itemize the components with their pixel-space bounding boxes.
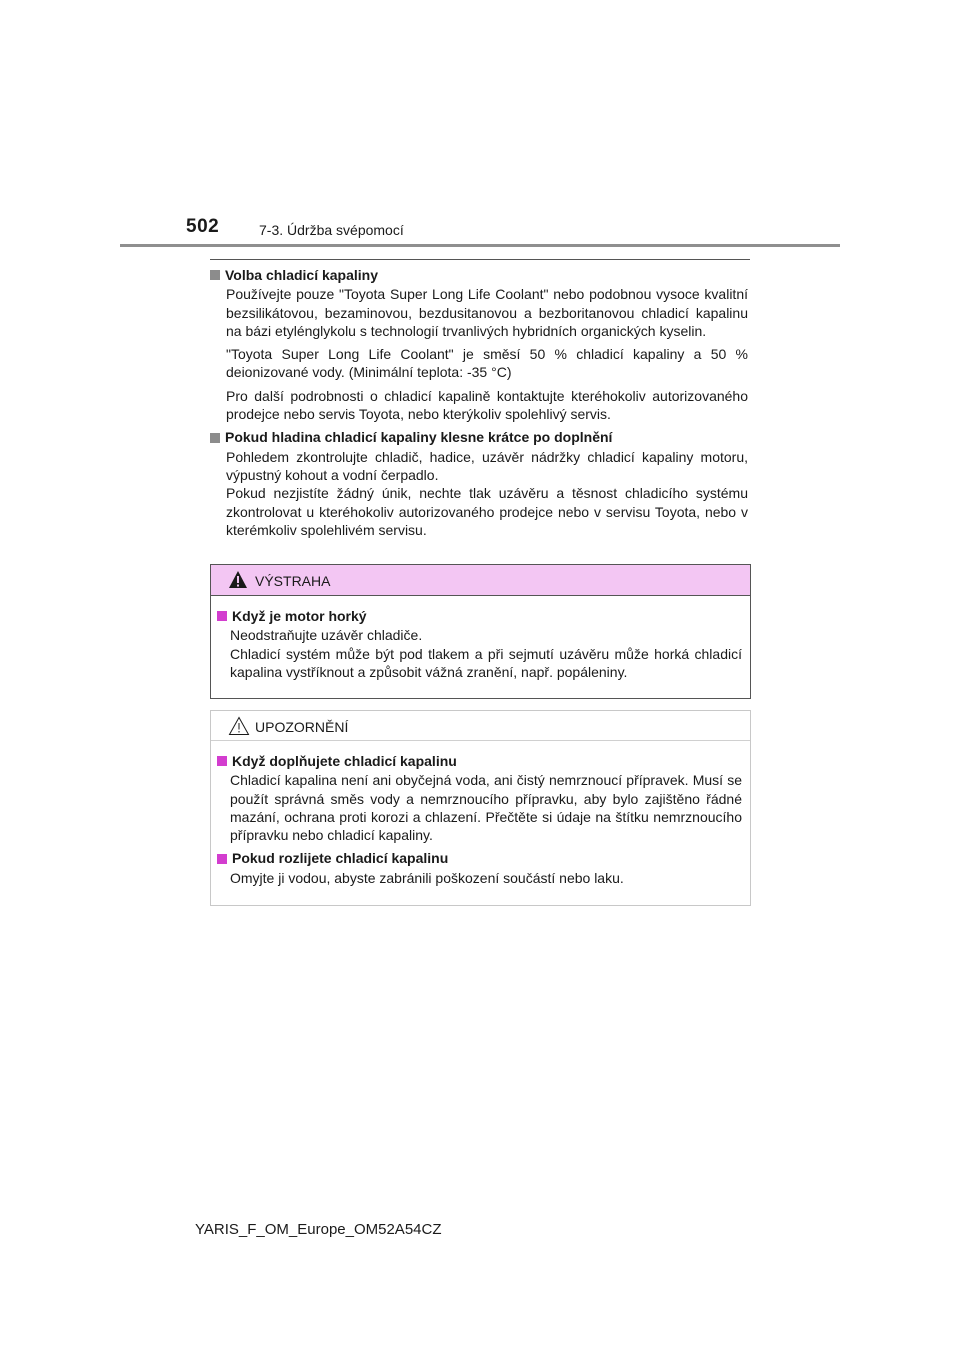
notice-item-title: Pokud rozlijete chladicí kapalinu: [232, 850, 449, 867]
notice-box: [210, 710, 751, 906]
notice-label: UPOZORNĚNÍ: [255, 719, 349, 735]
warning-triangle-outline-icon: [228, 716, 250, 736]
section-coolant-choice: [210, 266, 748, 423]
bullet-square-icon: [210, 433, 220, 443]
warning-box: [210, 564, 751, 699]
section-heading: Pokud hladina chladicí kapaliny klesne krátce po doplnění: [225, 429, 613, 446]
paragraph: "Toyota Super Long Life Coolant" je směsí 50 % chladicí kapaliny a 50 % deionizované vody. (Minimální teplota: -35 °C): [226, 346, 748, 381]
main-content: [210, 266, 748, 544]
warning-item-title: Když je motor horký: [232, 608, 367, 624]
warning-triangle-filled-icon: [228, 570, 248, 589]
section-heading: Volba chladicí kapaliny: [225, 267, 379, 283]
notice-item-title: Když doplňujete chladicí kapalinu: [232, 753, 457, 769]
notice-item-text: Chladicí kapalina není ani obyčejná voda, ani čistý nemrznoucí přípravek. Musí se použít správná směs vody a nemrznoucího přípravku, aby bylo zajištěno řádné mazání, ochrana proti korozi a chlazení. Přečtěte si údaje na štítku nemrznoucího přípravku nebo chladicí kapaliny.: [230, 772, 742, 844]
paragraph: Pro další podrobnosti o chladicí kapalině kontaktujte kteréhokoliv autorizovaného prodejce nebo servis Toyota, nebo kterýkoliv spolehlivý servis.: [226, 387, 748, 423]
bullet-square-icon: [210, 270, 220, 280]
paragraph: Pohledem zkontrolujte chladič, hadice, uzávěr nádržky chladicí kapaliny motoru, výpustný kohout a vodní čerpadlo. Pokud nezjistíte žádný únik, nechte tlak uzávěru a těsnost chladicího systému zkontrolovat u kteréhokoliv autorizovaného prodejce nebo v servisu Toyota, nebo v kterémkoliv spolehlivém servisu.: [226, 448, 748, 538]
notice-item-text: Omyjte ji vodou, abyste zabránili poškození součástí nebo laku.: [230, 869, 624, 886]
document-code: YARIS_F_OM_Europe_OM52A54CZ: [195, 1221, 442, 1238]
bullet-square-icon: [217, 611, 227, 621]
warning-label: VÝSTRAHA: [255, 573, 331, 589]
notice-header: [211, 711, 750, 741]
bullet-square-icon: [217, 756, 227, 766]
warning-item-text: Neodstraňujte uzávěr chladiče. Chladicí systém může být pod tlakem a při sejmutí uzávěru může horká chladicí kapalina vystříknout a způsobit vážná zranění, např. popáleniny.: [230, 627, 742, 680]
paragraph: Používejte pouze "Toyota Super Long Life Coolant" nebo podobnou vysoce kvalitní bezsilikátovou, bezaminovou, bezdusitanovou a bezboritanovou chladicí kapalinu na bázi etylénglykolu s technologií trvanlivých hybridních organických kyselin.: [226, 286, 748, 339]
section-coolant-level-drop: [210, 428, 748, 539]
content-top-divider: [210, 259, 750, 260]
header-divider: [120, 244, 840, 247]
bullet-square-icon: [217, 854, 227, 864]
page-number: 502: [186, 216, 220, 237]
section-title: 7-3. Údržba svépomocí: [259, 222, 404, 238]
warning-header: [211, 565, 750, 596]
